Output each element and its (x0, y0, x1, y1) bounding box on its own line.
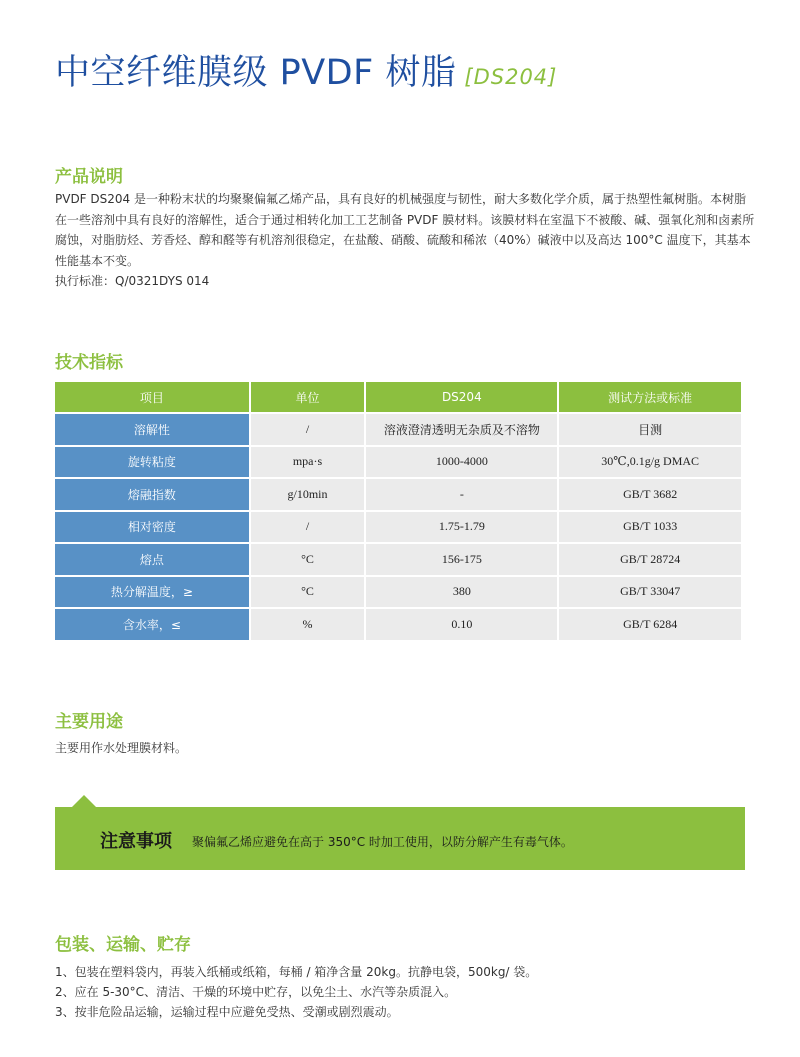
row-method: 30℃,0.1g/g DMAC (559, 447, 741, 478)
col-header-unit: 单位 (251, 382, 365, 412)
product-title: 中空纤维膜级 PVDF 树脂 (55, 53, 457, 93)
packaging-heading: 包装、运输、贮存 (55, 935, 191, 955)
row-unit: / (251, 512, 365, 543)
col-header-item: 项目 (55, 382, 249, 412)
row-value: 溶液澄清透明无杂质及不溶物 (366, 414, 557, 445)
row-label: 相对密度 (55, 512, 249, 543)
row-label: 熔点 (55, 544, 249, 575)
col-header-ds204: DS204 (366, 382, 557, 412)
row-value: 156-175 (366, 544, 557, 575)
row-method: GB/T 6284 (559, 609, 741, 640)
product-code: [DS204] (464, 65, 558, 89)
row-method: GB/T 3682 (559, 479, 741, 510)
page-title (55, 45, 557, 95)
spec-table (53, 380, 743, 642)
row-method: GB/T 28724 (559, 544, 741, 575)
row-unit: g/10min (251, 479, 365, 510)
table-row (55, 609, 741, 640)
row-value: 0.10 (366, 609, 557, 640)
usage-heading: 主要用途 (55, 712, 123, 732)
spec-table-header (55, 382, 741, 412)
row-label: 溶解性 (55, 414, 249, 445)
specs-heading: 技术指标 (55, 353, 123, 373)
row-method: GB/T 1033 (559, 512, 741, 543)
table-row (55, 479, 741, 510)
row-unit: °C (251, 577, 365, 608)
row-method: 目测 (559, 414, 741, 445)
row-unit: / (251, 414, 365, 445)
row-label: 旋转粘度 (55, 447, 249, 478)
usage-body: 主要用作水处理膜材料。 (55, 741, 188, 755)
description-heading: 产品说明 (55, 167, 123, 187)
row-unit: °C (251, 544, 365, 575)
table-row (55, 544, 741, 575)
list-item: 2、应在 5-30°C、清洁、干燥的环境中贮存，以免尘土、水汽等杂质混入。 (55, 985, 457, 999)
row-value: 1.75-1.79 (366, 512, 557, 543)
row-label: 热分解温度，≥ (55, 577, 249, 608)
row-value: 1000-4000 (366, 447, 557, 478)
table-row (55, 577, 741, 608)
row-value: - (366, 479, 557, 510)
table-row (55, 512, 741, 543)
row-label: 含水率，≤ (55, 609, 249, 640)
row-unit: % (251, 609, 365, 640)
table-row (55, 414, 741, 445)
notice-label: 注意事项 (100, 831, 172, 852)
table-row (55, 447, 741, 478)
list-item: 1、包装在塑料袋内，再装入纸桶或纸箱，每桶 / 箱净含量 20kg。抗静电袋，500kg/ 袋。 (55, 965, 538, 979)
row-method: GB/T 33047 (559, 577, 741, 608)
row-value: 380 (366, 577, 557, 608)
standard-text: 执行标准：Q/0321DYS 014 (55, 274, 210, 288)
packaging-list (55, 962, 537, 1022)
notice-text: 聚偏氟乙烯应避免在高于 350°C 时加工使用，以防分解产生有毒气体。 (192, 835, 573, 849)
list-item: 3、按非危险品运输，运输过程中应避免受热、受潮或剧烈震动。 (55, 1005, 399, 1019)
col-header-method: 测试方法或标准 (559, 382, 741, 412)
notice-banner (55, 807, 745, 870)
row-label: 熔融指数 (55, 479, 249, 510)
row-unit: mpa·s (251, 447, 365, 478)
description-body: PVDF DS204 是一种粉末状的均聚聚偏氟乙烯产品，具有良好的机械强度与韧性，耐大多数化学介质，属于热塑性氟树脂。本树脂在一些溶剂中具有良好的溶解性，适合于通过相转化加工工艺制备 PVDF 膜材料。该膜材料在室温下不被酸、碱、强氧化剂和卤素所腐蚀，对脂肪烃、芳香烃、醇和醛等有机溶剂很稳定，在盐酸、硝酸、硫酸和稀浓（40%）碱液中以及高达 100°C 温度下，其基本性能基本不变。 (55, 192, 755, 268)
